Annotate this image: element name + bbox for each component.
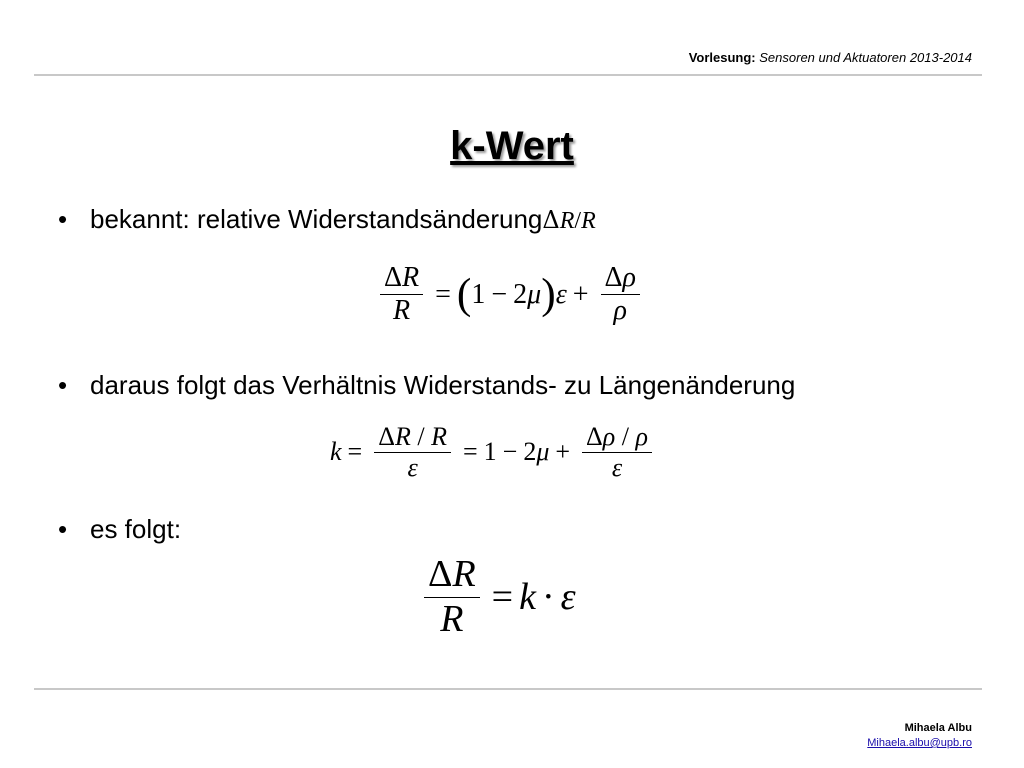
bullet-marker: • — [58, 514, 68, 544]
bullet-1-text: bekannt: relative Widerstandsänderung — [90, 204, 543, 234]
bullet-marker: • — [58, 204, 68, 234]
slide-header — [689, 50, 972, 65]
bullet-3-text: es folgt: — [90, 514, 182, 544]
header-course: Sensoren und Aktuatoren 2013-2014 — [759, 50, 972, 65]
eq1-rho-fraction: $\frac{\Delta\rho}{\rho}$ — [601, 262, 640, 327]
slide-title — [0, 124, 1024, 169]
eq1-lhs-fraction: $\frac{\Delta R}{R}$ — [380, 262, 423, 327]
bullet-1 — [58, 204, 596, 235]
footer-author: Mihaela Albu — [904, 722, 972, 734]
bottom-divider — [34, 688, 982, 690]
footer-email-link[interactable]: Mihaela.albu@upb.ro — [867, 737, 972, 749]
equation-2: k = $\frac{\Delta R / R}{\varepsilon}$ = 1 − 2 μ + $\frac{\Delta\rho / \rho}{\varepsilon}$ — [330, 422, 658, 483]
top-divider — [34, 74, 982, 76]
eq2-rho-fraction: $\frac{\Delta\rho / \rho}{\varepsilon}$ — [582, 422, 652, 483]
bullet-2 — [58, 370, 795, 401]
eq3-lhs-fraction: $\frac{\Delta R}{R}$ — [424, 553, 480, 641]
eq2-k-fraction: $\frac{\Delta R / R}{\varepsilon}$ — [374, 422, 451, 483]
slide-title-text: k-Wert — [450, 124, 574, 168]
bullet-2-text: daraus folgt das Verhältnis Widerstands- zu Längenänderung — [90, 370, 796, 400]
equation-3: $\frac{\Delta R}{R}$ = k · ε — [418, 553, 576, 641]
equation-1: $\frac{\Delta R}{R}$ = ( 1 − 2 μ ) ε + $\frac{\Delta\rho}{\rho}$ — [374, 262, 646, 327]
bullet-3 — [58, 514, 181, 545]
header-label: Vorlesung: — [688, 50, 756, 65]
bullet-marker: • — [58, 370, 68, 400]
inline-formula-dr-over-r: ΔR/R — [542, 206, 596, 234]
